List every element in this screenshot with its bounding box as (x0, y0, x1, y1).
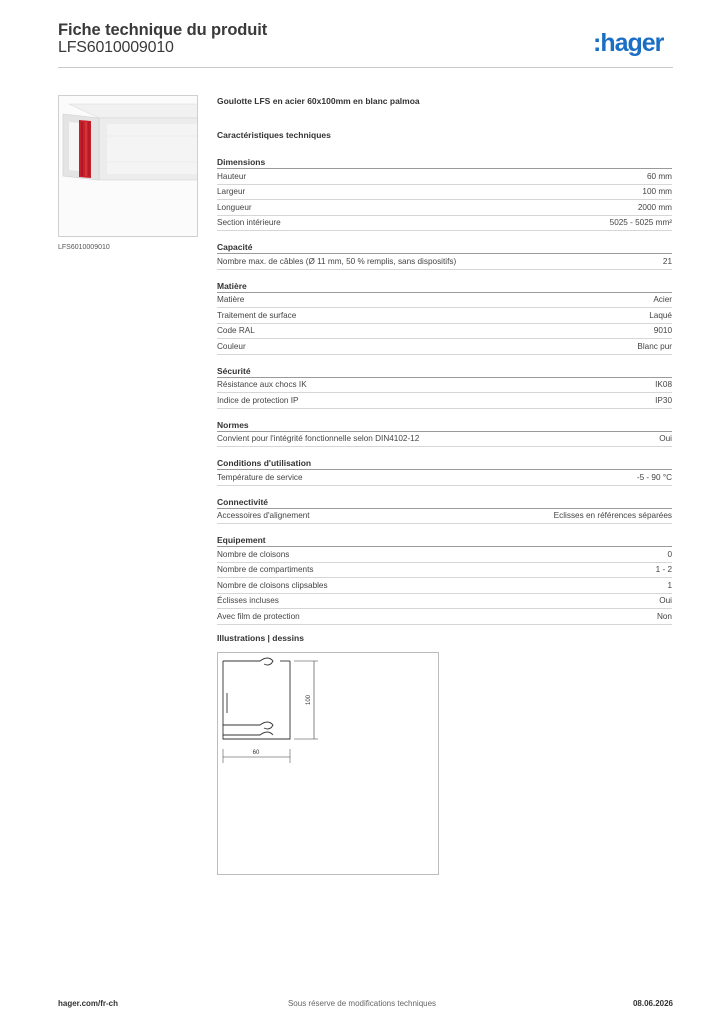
spec-value: Laqué (649, 310, 672, 320)
spec-label: Nombre max. de câbles (Ø 11 mm, 50 % remplis, sans dispositifs) (217, 256, 457, 266)
hager-logo (593, 29, 677, 61)
footer-website-link[interactable]: hager.com/fr-ch (58, 999, 119, 1008)
spec-row (217, 432, 672, 448)
spec-label: Résistance aux chocs IK (217, 380, 307, 390)
technical-drawing (217, 652, 439, 875)
spec-label: Température de service (217, 472, 303, 482)
spec-row (217, 169, 672, 185)
spec-row (217, 470, 672, 486)
footer-date: 08.06.2026 (632, 999, 673, 1008)
spec-label: Nombre de compartiments (217, 565, 314, 575)
spec-row (217, 594, 672, 610)
section-title: Connectivité (217, 497, 672, 509)
spec-row (217, 378, 672, 394)
spec-value: Non (656, 611, 672, 621)
spec-row (217, 185, 672, 201)
spec-value: -5 - 90 °C (636, 472, 672, 482)
spec-row (217, 609, 672, 625)
spec-value: IP30 (655, 395, 672, 405)
section-title: Matière (217, 281, 672, 293)
spec-row (217, 578, 672, 594)
section-title: Equipement (217, 535, 672, 547)
product-reference: LFS6010009010 (58, 39, 174, 56)
spec-section (217, 281, 672, 355)
spec-row (217, 216, 672, 232)
spec-section (217, 420, 672, 448)
section-title: Conditions d'utilisation (217, 458, 672, 470)
spec-row (217, 200, 672, 216)
spec-section (217, 535, 672, 625)
illustrations-heading: Illustrations | dessins (217, 633, 304, 643)
spec-row (217, 339, 672, 355)
spec-label: Nombre de cloisons (217, 549, 290, 559)
spec-section (217, 242, 672, 270)
spec-section (217, 157, 672, 231)
spec-row (217, 254, 672, 270)
photo-caption: LFS6010009010 (58, 244, 110, 251)
logo-text: :hager (593, 29, 664, 57)
page-title: Fiche technique du produit (58, 21, 268, 39)
product-photo (58, 95, 198, 237)
spec-row (217, 563, 672, 579)
spec-label: Convient pour l'intégrité fonctionnelle selon DIN4102-12 (217, 434, 420, 444)
spec-value: 21 (662, 256, 672, 266)
spec-row (217, 393, 672, 409)
section-title: Capacité (217, 242, 672, 254)
dimension-width-label: 60 (252, 750, 260, 756)
spec-value: 9010 (653, 326, 672, 336)
spec-label: Largeur (217, 187, 246, 197)
spec-label: Avec film de protection (217, 611, 300, 621)
spec-section (217, 366, 672, 409)
section-title: Dimensions (217, 157, 672, 169)
spec-row (217, 547, 672, 563)
spec-value: Blanc pur (637, 341, 672, 351)
spec-label: Accessoires d'alignement (217, 511, 310, 521)
spec-row (217, 293, 672, 309)
spec-label: Matière (217, 295, 245, 305)
footer-notice: Sous réserve de modifications techniques (287, 999, 437, 1008)
spec-label: Section intérieure (217, 218, 281, 228)
product-title: Goulotte LFS en acier 60x100mm en blanc palmoa (217, 96, 420, 106)
spec-value: 5025 - 5025 mm² (609, 218, 672, 228)
spec-row (217, 308, 672, 324)
spec-value: Oui (659, 434, 672, 444)
spec-section (217, 497, 672, 525)
section-title: Sécurité (217, 366, 672, 378)
spec-value: 100 mm (642, 187, 672, 197)
spec-label: Couleur (217, 341, 246, 351)
spec-value: 60 mm (646, 171, 672, 181)
spec-label: Code RAL (217, 326, 255, 336)
spec-section (217, 458, 672, 486)
spec-value: 1 - 2 (655, 565, 672, 575)
spec-value: 1 (667, 580, 672, 590)
header-divider (58, 67, 673, 68)
spec-table (217, 157, 672, 636)
spec-value: Acier (653, 295, 672, 305)
section-title: Normes (217, 420, 672, 432)
spec-value: IK08 (655, 380, 672, 390)
specs-heading: Caractéristiques techniques (217, 130, 331, 140)
spec-value: Oui (659, 596, 672, 606)
spec-row (217, 324, 672, 340)
spec-label: Nombre de cloisons clipsables (217, 580, 328, 590)
spec-label: Éclisses incluses (217, 596, 279, 606)
spec-label: Traitement de surface (217, 310, 297, 320)
spec-row (217, 509, 672, 525)
spec-label: Longueur (217, 202, 252, 212)
spec-label: Hauteur (217, 171, 247, 181)
spec-value: 0 (667, 549, 672, 559)
spec-value: 2000 mm (637, 202, 672, 212)
spec-value: Eclisses en références séparées (553, 511, 672, 521)
spec-label: Indice de protection IP (217, 395, 299, 405)
dimension-height-label: 100 (306, 694, 312, 706)
